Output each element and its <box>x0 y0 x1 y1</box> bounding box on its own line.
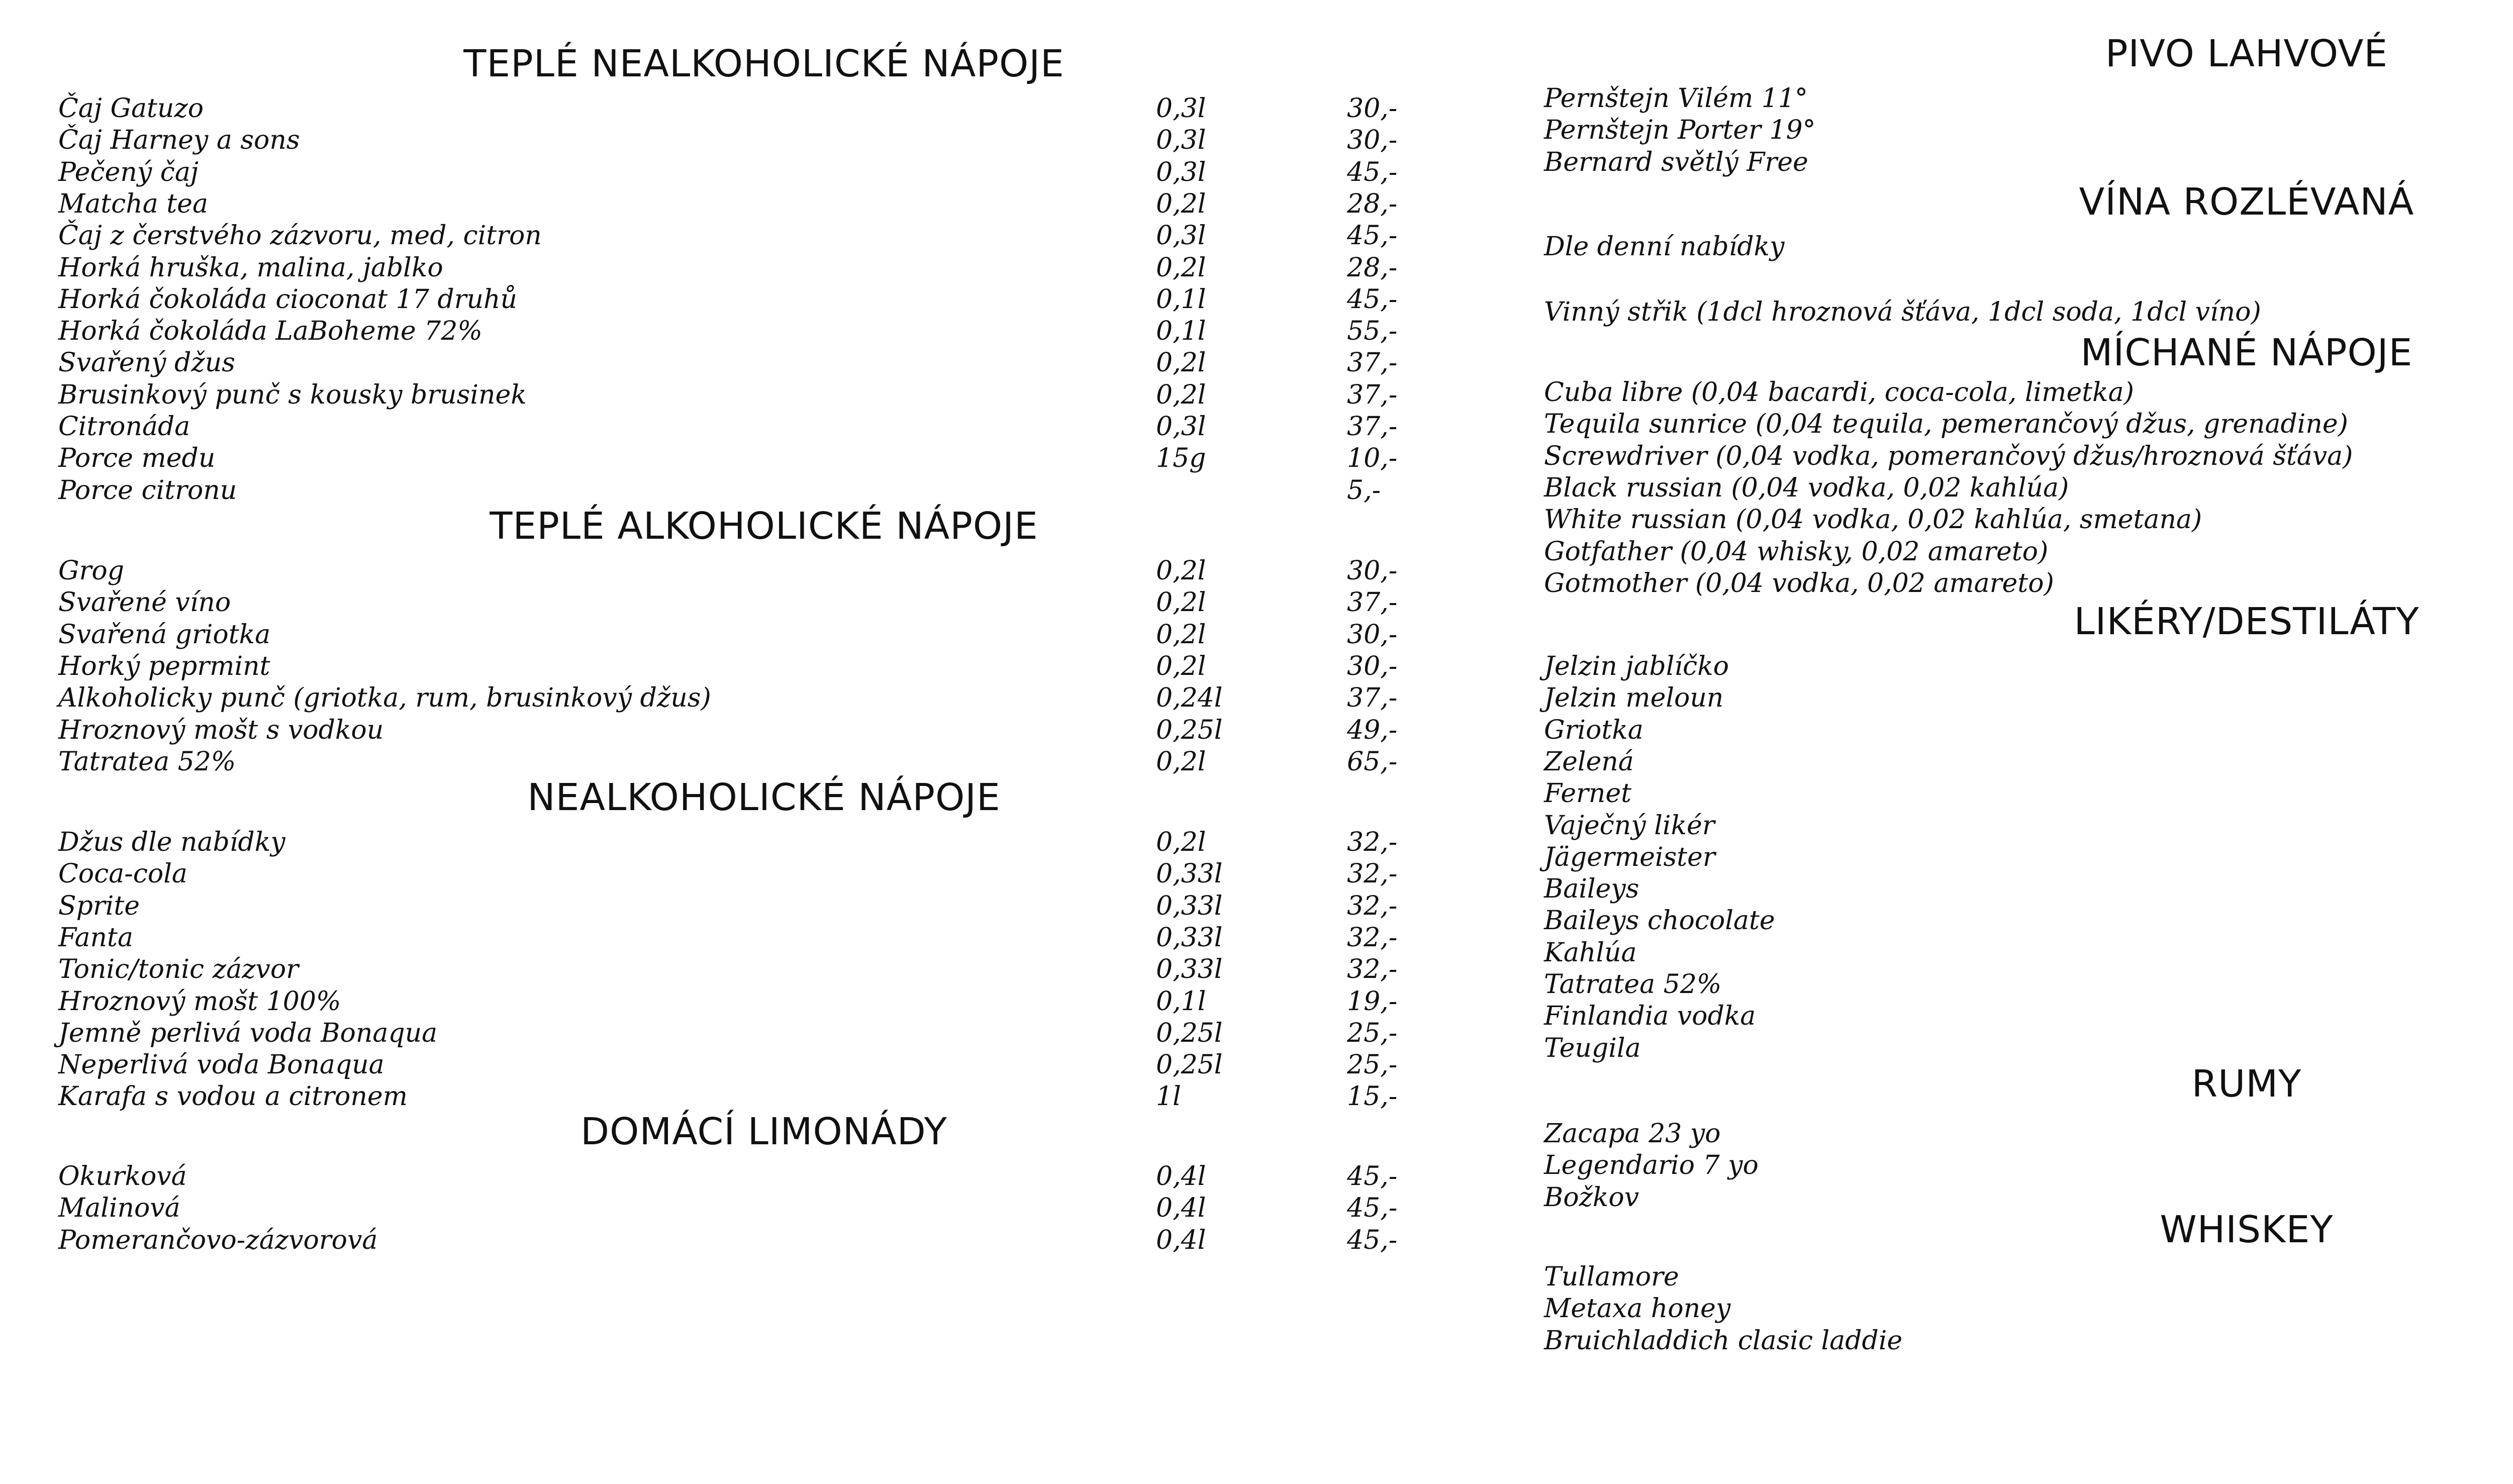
item-price: 45,- <box>1347 1225 1398 1255</box>
item-name: Baileys chocolate <box>1544 906 1775 936</box>
item-name: Pernštejn Porter 19° <box>1544 115 1816 145</box>
item-price: 19,- <box>1347 986 1398 1017</box>
item-name: Finlandia vodka <box>1544 1001 1756 1031</box>
item-price: 32,- <box>1347 954 1398 984</box>
item-volume: 0,33l <box>1156 891 1223 921</box>
item-name: Coca-cola <box>58 859 187 889</box>
item-name: Pomerančovo-zázvorová <box>58 1225 378 1255</box>
item-name: Čaj z čerstvého zázvoru, med, citron <box>58 221 542 251</box>
item-name: Božkov <box>1544 1182 1639 1213</box>
item-volume: 0,25l <box>1156 1018 1223 1048</box>
item-volume: 0,25l <box>1156 1050 1223 1080</box>
item-volume: 0,24l <box>1156 683 1223 713</box>
menu-item <box>0 472 2513 504</box>
menu-item <box>0 651 2513 682</box>
menu-item <box>0 504 2513 536</box>
item-price: 25,- <box>1347 1018 1398 1048</box>
menu-item <box>0 905 2513 937</box>
item-name: Bernard světlý Free <box>1544 147 1808 177</box>
item-price: 5,- <box>1347 475 1381 506</box>
item-price: 30,- <box>1347 556 1398 586</box>
item-name: Karafa s vodou a citronem <box>58 1081 408 1112</box>
item-name: Hroznový mošt 100% <box>58 986 341 1017</box>
item-name: Čaj Gatuzo <box>58 93 204 124</box>
item-price: 37,- <box>1347 412 1398 442</box>
menu-item <box>0 1118 2513 1150</box>
item-volume: 0,2l <box>1156 556 1206 586</box>
item-volume: 0,2l <box>1156 651 1206 681</box>
item-name: Dle denní nabídky <box>1544 232 1785 262</box>
section-title-teple-alkoholicke-napoje: TEPLÉ ALKOHOLICKÉ NÁPOJE <box>490 505 1038 548</box>
section-title-pivo-lahvove: PIVO LAHVOVÉ <box>2105 32 2388 75</box>
section-title-nealkoholicke-napoje: NEALKOHOLICKÉ NÁPOJE <box>527 776 1001 819</box>
item-volume: 0,25l <box>1156 715 1223 745</box>
menu-item <box>0 842 2513 873</box>
item-price: 32,- <box>1347 827 1398 857</box>
item-price: 10,- <box>1347 443 1398 473</box>
item-name: Svařené víno <box>58 587 231 618</box>
item-volume: 0,3l <box>1156 125 1206 155</box>
item-price: 28,- <box>1347 189 1398 219</box>
item-name: Tullamore <box>1544 1262 1679 1292</box>
item-name: Porce medu <box>58 443 216 473</box>
item-volume: 0,2l <box>1156 253 1206 283</box>
item-name: White russian (0,04 vodka, 0,02 kahlúa, smetana) <box>1544 505 2202 535</box>
item-name: Neperlivá voda Bonaqua <box>58 1050 384 1080</box>
item-name: Horký peprmint <box>58 651 270 681</box>
item-price: 37,- <box>1347 380 1398 410</box>
item-price: 32,- <box>1347 923 1398 953</box>
item-name: Alkoholicky punč (griotka, rum, brusinkový džus) <box>58 683 711 713</box>
menu-item <box>0 1150 2513 1181</box>
item-volume: 0,1l <box>1156 986 1206 1017</box>
item-name: Svařená griotka <box>58 620 271 650</box>
item-volume: 0,4l <box>1156 1161 1206 1192</box>
item-price: 30,- <box>1347 93 1398 124</box>
item-name: Gotmother (0,04 vodka, 0,02 amareto) <box>1544 568 2054 599</box>
item-price: 32,- <box>1347 891 1398 921</box>
item-price: 37,- <box>1347 683 1398 713</box>
menu-item <box>0 810 2513 842</box>
menu-item <box>0 1001 2513 1032</box>
item-volume: 0,33l <box>1156 923 1223 953</box>
item-name: Pernštejn Vilém 11° <box>1544 83 1808 114</box>
menu-item <box>0 409 2513 440</box>
item-volume: 1l <box>1156 1081 1181 1112</box>
menu-item <box>0 1081 2513 1113</box>
menu-item <box>0 1325 2513 1357</box>
item-name: Malinová <box>58 1193 180 1223</box>
item-volume: 0,1l <box>1156 316 1206 346</box>
item-name: Jägermeister <box>1544 842 1715 872</box>
item-price: 45,- <box>1347 157 1398 187</box>
menu-item <box>0 83 2513 115</box>
item-price: 45,- <box>1347 221 1398 251</box>
item-price: 45,- <box>1347 1193 1398 1223</box>
menu-item <box>0 1182 2513 1214</box>
menu-item <box>0 1261 2513 1293</box>
item-volume: 0,2l <box>1156 747 1206 777</box>
item-volume: 0,3l <box>1156 412 1206 442</box>
item-price: 45,- <box>1347 1161 1398 1192</box>
item-price: 30,- <box>1347 651 1398 681</box>
item-volume: 0,2l <box>1156 348 1206 378</box>
item-volume: 0,2l <box>1156 620 1206 650</box>
item-name: Jelzin meloun <box>1544 683 1724 713</box>
item-name: Brusinkový punč s kousky brusinek <box>58 380 527 410</box>
item-price: 45,- <box>1347 284 1398 315</box>
item-price: 25,- <box>1347 1050 1398 1080</box>
item-name: Citronáda <box>58 412 190 442</box>
menu-item <box>0 682 2513 714</box>
item-price: 30,- <box>1347 125 1398 155</box>
menu-item <box>0 969 2513 1001</box>
item-name: Tonic/tonic zázvor <box>58 954 299 984</box>
item-name: Pečený čaj <box>58 157 199 187</box>
item-volume: 0,33l <box>1156 954 1223 984</box>
section-title-teple-nealkoholicke-napoje: TEPLÉ NEALKOHOLICKÉ NÁPOJE <box>463 42 1065 85</box>
item-name: Bruichladdich clasic laddie <box>1544 1326 1903 1356</box>
item-name: Horká hruška, malina, jablko <box>58 253 443 283</box>
item-volume: 0,2l <box>1156 189 1206 219</box>
item-volume: 0,4l <box>1156 1225 1206 1255</box>
item-name: Horká čokoláda LaBoheme 72% <box>58 316 482 346</box>
menu-item <box>0 873 2513 905</box>
item-name: Zacapa 23 yo <box>1544 1119 1721 1149</box>
item-volume: 0,2l <box>1156 827 1206 857</box>
menu-item <box>0 1033 2513 1064</box>
item-name: Screwdriver (0,04 vodka, pomerančový džus/hroznová šťáva) <box>1544 441 2353 471</box>
menu-item <box>0 264 2513 295</box>
section-title-vina-rozlevana: VÍNA ROZLÉVANÁ <box>2079 180 2414 224</box>
menu-item <box>0 147 2513 178</box>
menu-item <box>0 536 2513 568</box>
item-name: Čaj Harney a sons <box>58 125 300 155</box>
menu-item <box>0 778 2513 810</box>
item-name: Legendario 7 yo <box>1544 1150 1759 1180</box>
menu-item <box>0 746 2513 778</box>
item-price: 30,- <box>1347 620 1398 650</box>
menu-item <box>0 115 2513 146</box>
item-price: 37,- <box>1347 587 1398 618</box>
item-volume: 0,3l <box>1156 93 1206 124</box>
item-volume: 0,1l <box>1156 284 1206 315</box>
menu-item <box>0 1293 2513 1325</box>
item-name: Svařený džus <box>58 348 235 378</box>
item-name: Tequila sunrice (0,04 tequila, pemerančový džus, grenadine) <box>1544 409 2348 439</box>
section-title-whiskey: WHISKEY <box>2160 1208 2334 1251</box>
item-name: Baileys <box>1544 874 1639 904</box>
item-name: Okurková <box>58 1161 187 1192</box>
menu-item <box>0 715 2513 746</box>
item-volume: 0,2l <box>1156 587 1206 618</box>
item-price: 15,- <box>1347 1081 1398 1112</box>
item-volume: 0,4l <box>1156 1193 1206 1223</box>
section-title-domaci-limonady: DOMÁCÍ LIMONÁDY <box>581 1110 947 1153</box>
item-price: 28,- <box>1347 253 1398 283</box>
item-name: Tatratea 52% <box>58 747 236 777</box>
item-name: Teugila <box>1544 1033 1641 1063</box>
item-volume: 0,3l <box>1156 157 1206 187</box>
item-name: Hroznový mošt s vodkou <box>58 715 384 745</box>
section-title-likery-destilaty: LIKÉRY/DESTILÁTY <box>2074 600 2420 643</box>
item-price: 65,- <box>1347 747 1398 777</box>
section-title-rumy: RUMY <box>2191 1062 2302 1106</box>
item-name: Zelená <box>1544 747 1634 777</box>
item-name: Black russian (0,04 vodka, 0,02 kahlúa) <box>1544 473 2069 503</box>
item-price: 55,- <box>1347 316 1398 346</box>
item-name: Griotka <box>1544 715 1644 745</box>
item-volume: 0,33l <box>1156 859 1223 889</box>
item-name: Tatratea 52% <box>1544 969 1722 1000</box>
item-name: Džus dle nabídky <box>58 827 285 857</box>
item-name: Sprite <box>58 891 140 921</box>
item-name: Metaxa honey <box>1544 1294 1731 1324</box>
item-price: 32,- <box>1347 859 1398 889</box>
item-name: Kahlúa <box>1544 938 1637 968</box>
item-name: Cuba libre (0,04 bacardi, coca-cola, limetka) <box>1544 377 2134 408</box>
menu-item <box>0 1225 2513 1256</box>
menu-item <box>0 296 2513 328</box>
item-name: Jelzin jablíčko <box>1544 651 1729 681</box>
item-name: Fanta <box>58 923 133 953</box>
item-name: Grog <box>58 556 124 586</box>
menu-item <box>0 231 2513 263</box>
item-price: 49,- <box>1347 715 1398 745</box>
item-volume: 0,2l <box>1156 380 1206 410</box>
menu-item <box>0 441 2513 472</box>
section-title-michane-napoje: MÍCHANÉ NÁPOJE <box>2080 331 2413 374</box>
item-volume: 0,3l <box>1156 221 1206 251</box>
item-name: Vinný střik (1dcl hroznová šťáva, 1dcl soda, 1dcl víno) <box>1544 297 2261 327</box>
item-name: Gotfather (0,04 whisky, 0,02 amareto) <box>1544 537 2049 567</box>
menu-item <box>0 937 2513 969</box>
menu-item <box>0 568 2513 600</box>
item-name: Matcha tea <box>58 189 208 219</box>
item-name: Porce citronu <box>58 475 237 506</box>
item-name: Fernet <box>1544 778 1632 809</box>
item-name: Vaječný likér <box>1544 811 1715 841</box>
menu-item <box>0 377 2513 409</box>
item-name: Jemně perlivá voda Bonaqua <box>58 1018 438 1048</box>
item-volume: 15g <box>1156 443 1206 473</box>
item-price: 37,- <box>1347 348 1398 378</box>
item-name: Horká čokoláda cioconat 17 druhů <box>58 284 517 315</box>
